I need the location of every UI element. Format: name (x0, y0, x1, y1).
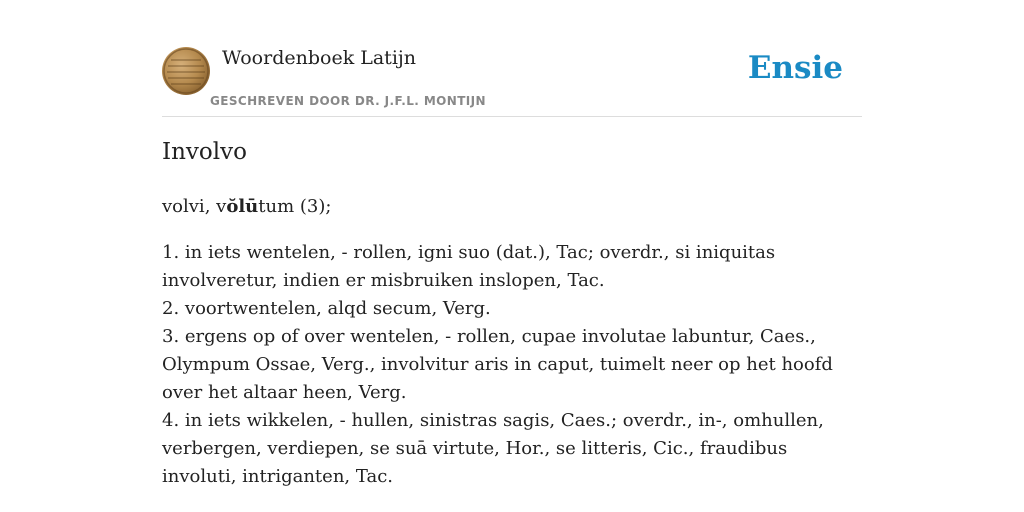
sense-3: 3. ergens op of over wentelen, - rollen, cupae involutae labuntur, Caes., Olympum Ossae, Verg., involvitur aris in caput, tuimelt neer op het hoofd over het altaar heen, Verg. (162, 326, 833, 403)
entry-forms (162, 193, 331, 221)
entry-senses (162, 239, 862, 491)
brand-logo[interactable]: Ensie (747, 50, 843, 86)
sense-4: 4. in iets wikkelen, - hullen, sinistras sagis, Caes.; overdr., in-, omhullen, verbergen, verdiepen, se suā virtute, Hor., se litteris, Cic., fraudibus involuti, intriganten, Tac. (162, 410, 824, 487)
forms-part-2: tum (3); (258, 196, 332, 217)
author-line: GESCHREVEN DOOR DR. J.F.L. MONTIJN (210, 94, 486, 108)
book-title[interactable]: Woordenboek Latijn (222, 47, 417, 69)
forms-bold: ŏlū (226, 196, 259, 217)
header (162, 0, 862, 117)
sense-1: 1. in iets wentelen, - rollen, igni suo (dat.), Tac; overdr., si iniquitas involveretur, indien er misbruiken inslopen, Tac. (162, 242, 776, 291)
forms-part-1: volvi, v (162, 196, 227, 217)
coin-logo-icon[interactable] (162, 47, 210, 95)
sense-2: 2. voortwentelen, alqd secum, Verg. (162, 298, 491, 319)
entry-term: Involvo (162, 139, 247, 165)
page (162, 0, 862, 487)
